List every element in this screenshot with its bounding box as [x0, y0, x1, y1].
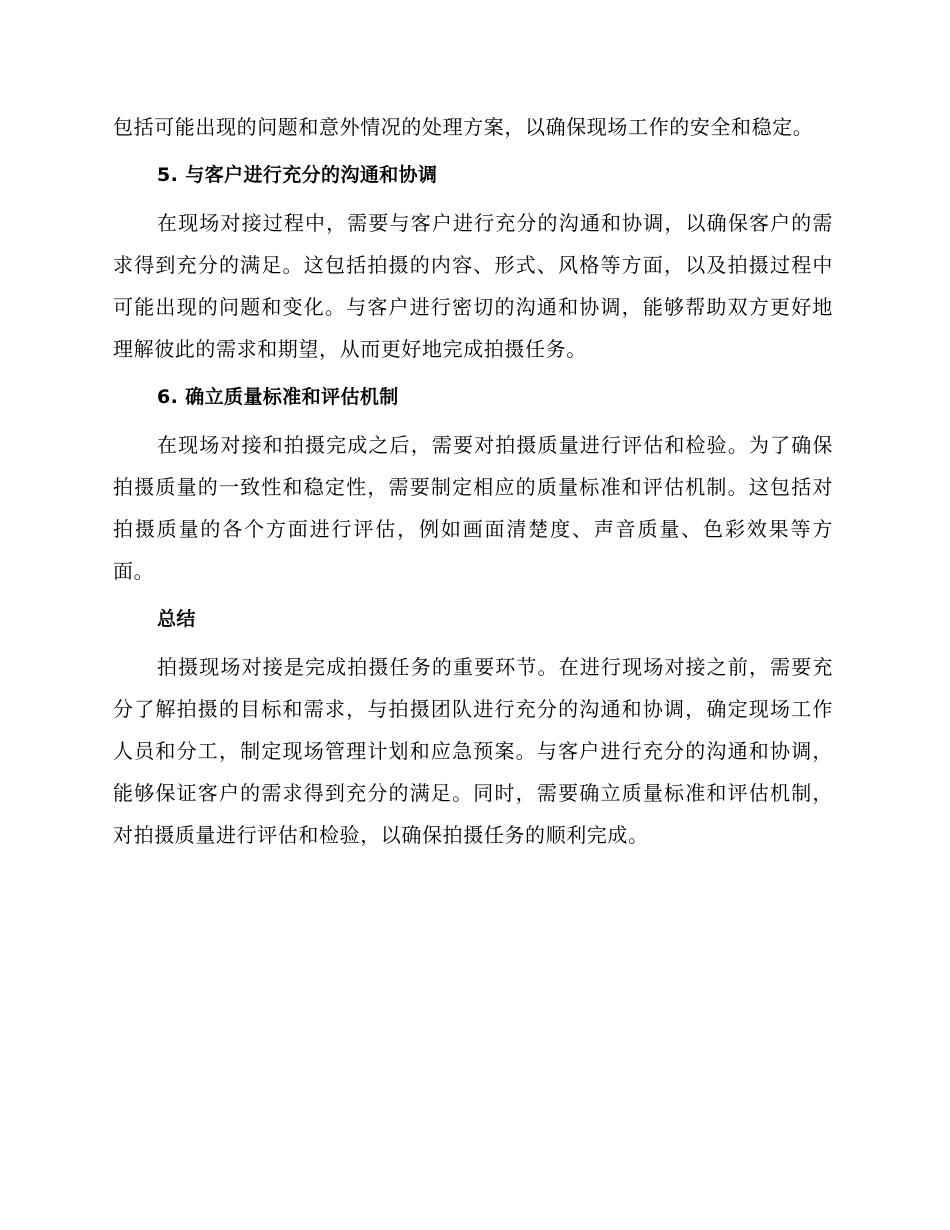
intro-paragraph: 包括可能出现的问题和意外情况的处理方案，以确保现场工作的安全和稳定。	[113, 115, 814, 139]
section-body-5: 在现场对接过程中，需要与客户进行充分的沟通和协调，以确保客户的需求得到充分的满足。这包括拍摄的内容、形式、风格等方面，以及拍摄过程中可能出现的问题和变化。与客户进行密切的沟通和协调，能够帮助双方更好地理解彼此的需求和期望，从而更好地完成拍摄任务。	[113, 211, 833, 361]
section-body-6: 在现场对接和拍摄完成之后，需要对拍摄质量进行评估和检验。为了确保拍摄质量的一致性和稳定性，需要制定相应的质量标准和评估机制。这包括对拍摄质量的各个方面进行评估，例如画面清楚度、声音质量、色彩效果等方面。	[113, 433, 833, 583]
summary-heading: 总结	[157, 608, 196, 630]
summary-body: 拍摄现场对接是完成拍摄任务的重要环节。在进行现场对接之前，需要充分了解拍摄的目标和需求，与拍摄团队进行充分的沟通和协调，确定现场工作人员和分工，制定现场管理计划和应急预案。与客户进行充分的沟通和协调，能够保证客户的需求得到充分的满足。同时，需要确立质量标准和评估机制，对拍摄质量进行评估和检验，以确保拍摄任务的顺利完成。	[113, 655, 833, 847]
section-heading-5: 5. 与客户进行充分的沟通和协调	[157, 164, 438, 186]
section-heading-6: 6. 确立质量标准和评估机制	[157, 386, 399, 408]
document-body	[113, 106, 833, 856]
